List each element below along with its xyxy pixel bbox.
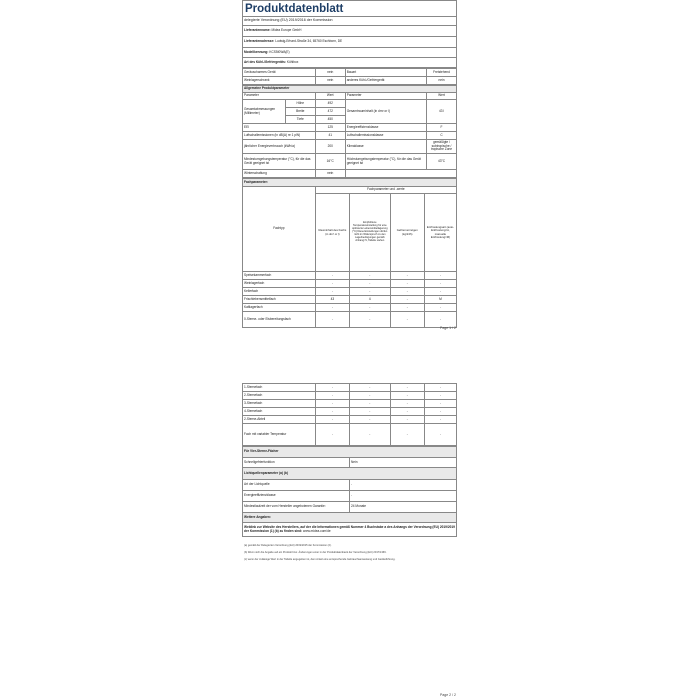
head-param-2: Parameter (345, 93, 426, 100)
fach-params-table-cont (242, 383, 457, 446)
fach-freeze: - (390, 384, 424, 392)
fach-vol: - (315, 304, 349, 312)
fach-title: Fachparameter: (243, 179, 457, 187)
fach-name: Kellerfach (243, 288, 316, 296)
climate-label: Klimaklasse (345, 140, 426, 154)
fach-defrost: - (424, 392, 456, 400)
fach-defrost: - (424, 416, 456, 424)
depth-value: 450 (315, 116, 345, 124)
fach-vol: 43 (315, 296, 349, 304)
fach-defrost: - (424, 408, 456, 416)
volume-value: 43 l (427, 100, 457, 124)
fach-freeze: - (390, 312, 424, 328)
fach-defrost-head: Entfrostungsart (auto-Entfrostung=A, manuelle Entfrostung=M) (424, 194, 456, 272)
fach-temp: - (349, 312, 390, 328)
fach-defrost: - (424, 400, 456, 408)
fach-vol: - (315, 280, 349, 288)
table-row (243, 288, 457, 296)
mintemp-value: 16°C (315, 154, 345, 170)
fach-temp: - (349, 272, 390, 280)
maxtemp-value: 43°C (427, 154, 457, 170)
fach-name: Kaltlagerfach (243, 304, 316, 312)
light-type-label: Art der Lichtquelle (243, 480, 350, 491)
eclass-label: Energieeffizienzklasse (345, 124, 426, 132)
fach-vol: - (315, 384, 349, 392)
fach-temp-head: Empfohlene Temperatureinstellung für eine optimierte Lebensmittellagerung (°C) Diese Einstellungen dürfen nicht im Widerspruch zu den Lagerbedingungen gemäß Anhang IV, Tabelle stehen (349, 194, 390, 272)
wine-value: nein (315, 77, 345, 85)
eclass-value: F (427, 124, 457, 132)
table-row (243, 312, 457, 328)
footnote-c: (c) wenn der zulässige Wert in der Tabelle angegeben ist, dem Anteil eine entsprechende Gebrauchsanweisung und Geräteführung. (244, 558, 396, 561)
fach-name: 1-Sternefach (243, 384, 316, 392)
light-eclass-label: Energieeffizienzklasse (243, 491, 350, 502)
fach-defrost: - (424, 312, 456, 328)
page-number-2: Page 2 / 2 (440, 693, 456, 697)
table-row (243, 280, 457, 288)
fach-freeze: - (390, 424, 424, 446)
fach-name: 2-Sterne-Abteil (243, 416, 316, 424)
general-params-table (242, 85, 457, 178)
further-info (243, 523, 457, 537)
fach-temp: 4 (349, 296, 390, 304)
fach-defrost: - (424, 280, 456, 288)
page-number-1: Page 1 / 2 (440, 326, 456, 330)
fach-temp: - (349, 392, 390, 400)
table-row (243, 304, 457, 312)
address-value: Ludwig-Erhard-Straße 34, 65760 Eschborn, DE (275, 39, 343, 44)
manufacturer-link[interactable]: www.midea.com/de (302, 528, 331, 533)
type-label: Art des Kühl-/Gefriergeräts: (244, 59, 286, 64)
other-value: nein (427, 77, 457, 85)
datasheet-header-table (242, 0, 457, 68)
table-row (243, 384, 457, 392)
further-title: Weitere Angaben: (243, 513, 457, 523)
light-type-value: - (350, 480, 457, 491)
fach-vol-head: Rauminhalt des Fachs (in dm³ or l) (315, 194, 349, 272)
eei-value: 125 (315, 124, 345, 132)
design-value: Freistehend (427, 69, 457, 77)
extra-params-table (242, 446, 457, 537)
fach-defrost: M (424, 296, 456, 304)
fach-freeze: - (390, 416, 424, 424)
volume-label: Gesamtrauminhalt (in dm³ or l) (345, 100, 426, 124)
quiet-value: nein (315, 69, 345, 77)
fach-vol: - (315, 400, 349, 408)
table-row (243, 408, 457, 416)
fach-temp: - (349, 400, 390, 408)
energy-value: 200 (315, 140, 345, 154)
noise-label: Luftschallemissionen (in dB(A) re 1 pW) (243, 132, 316, 140)
fach-temp: - (349, 384, 390, 392)
datasheet-page-1 (242, 0, 457, 328)
head-value-1: Wert (315, 93, 345, 100)
address-row (243, 37, 457, 48)
fach-defrost: - (424, 384, 456, 392)
fach-type-head: Fachtyp (243, 187, 316, 272)
height-value: 492 (315, 100, 345, 108)
winter-value: nein (315, 170, 345, 178)
fach-freeze: - (390, 280, 424, 288)
table-row (243, 392, 457, 400)
address-label: Lieferantenadresse: (244, 39, 275, 44)
table-row (243, 296, 457, 304)
fach-vol: - (315, 408, 349, 416)
fach-vol: - (315, 312, 349, 328)
fach-temp: - (349, 416, 390, 424)
fach-temp: - (349, 304, 390, 312)
model-label: Modellkennung: (244, 49, 269, 54)
fach-defrost: - (424, 304, 456, 312)
dims-label: Gesamtabmessungen (Millimeter) (243, 100, 286, 124)
fach-name: 0-Sterne- oder Eisbereitungsfach (243, 312, 316, 328)
fach-freeze: - (390, 296, 424, 304)
fach-temp: - (349, 288, 390, 296)
model-row (243, 48, 457, 58)
eei-label: EEI (243, 124, 316, 132)
fach-vol: - (315, 416, 349, 424)
fach-group-head: Fachparameter und -werte (315, 187, 456, 194)
device-type-table (242, 68, 457, 85)
fach-name: 4-Sternefach (243, 408, 316, 416)
fach-freeze: - (390, 408, 424, 416)
fach-name: Speisekammerfach (243, 272, 316, 280)
fach-vol: - (315, 288, 349, 296)
fach-name: 3-Sternefach (243, 400, 316, 408)
type-row (243, 58, 457, 68)
supplier-value: Midea Europe GmbH (271, 28, 302, 33)
design-label: Bauart (345, 69, 426, 77)
fach-name: 2-Sternefach (243, 392, 316, 400)
other-label: anderes Kühl-/Gefriergerät (345, 77, 426, 85)
climate-value: gemäßigte / subtropische / tropische Zone (427, 140, 457, 154)
fach-freeze: - (390, 400, 424, 408)
nclass-label: Luftschallemissionsklasse (345, 132, 426, 140)
page-title: Produktdatenblatt (243, 1, 457, 17)
energy-label: jährlicher Energieverbrauch (kWh/a) (243, 140, 316, 154)
fach-name: Frischlebensmittelfach (243, 296, 316, 304)
type-value: Kühlbox (286, 59, 299, 64)
general-title: Allgemeine Produktparameter (243, 86, 457, 93)
model-value: KCS5I0WA(E) (269, 49, 290, 54)
fach-vol: - (315, 392, 349, 400)
table-row (243, 272, 457, 280)
table-row (243, 400, 457, 408)
warranty-value: 24 Monate (350, 502, 457, 513)
fach-params-table (242, 178, 457, 328)
nclass-value: C (427, 132, 457, 140)
supplier-row (243, 26, 457, 37)
empty-cell (345, 170, 456, 178)
footnote-b: (b) Wenn sich die Angabe auf ein Produkt bzw. Änderungen einer in der Produktdatenbank der Verordnung (EU) 2017/1369. (244, 551, 387, 554)
fach-temp: - (349, 408, 390, 416)
noise-value: 41 (315, 132, 345, 140)
table-row (243, 424, 457, 446)
fach-name: Weinlagerfach (243, 280, 316, 288)
maxtemp-label: Höchstumgebungstemperatur (°C), für die das Gerät geeignet ist (345, 154, 426, 170)
width-value: 472 (315, 108, 345, 116)
fach-temp: - (349, 424, 390, 446)
further-text: Weblink zur Website des Herstellers, auf der die Informationen gemäß Nummer 4 Buchstabe a des Anhangs der Verordnung (EU) 2019/2019 der Kommission (1) (b) zu finden sind: (244, 524, 455, 533)
supplier-label: Lieferantenname: (244, 28, 271, 33)
quickfreeze-value: Nein (350, 458, 457, 468)
fach-defrost: - (424, 424, 456, 446)
regulation-note: delegierte Verordnung (EU) 2019/2016 der Kommission (243, 17, 457, 26)
four-star-title: Für Vier-Sterne-Fächer (243, 447, 457, 458)
fach-vol: - (315, 424, 349, 446)
fach-freeze: - (390, 392, 424, 400)
fach-freeze: - (390, 272, 424, 280)
fach-freeze: - (390, 304, 424, 312)
quickfreeze-label: Schnellgefrierfunktion (243, 458, 350, 468)
warranty-label: Mindestlaufzeit der vom Hersteller angebotenen Garantie: (243, 502, 350, 513)
fach-defrost: - (424, 288, 456, 296)
light-eclass-value: - (350, 491, 457, 502)
depth-label: Tiefe (285, 116, 315, 124)
head-param-1: Parameter (243, 93, 316, 100)
table-row (243, 416, 457, 424)
quiet-label: Geräuscharmes Gerät (243, 69, 316, 77)
winter-label: Winterschaltung (243, 170, 316, 178)
fach-freeze: - (390, 288, 424, 296)
width-label: Breite (285, 108, 315, 116)
head-value-2: Wert (427, 93, 457, 100)
datasheet-page-2 (242, 383, 457, 537)
fach-vol: - (315, 272, 349, 280)
fach-freeze-head: Gefriervermögen (kg/24h) (390, 194, 424, 272)
footnote-a: (a) gemäß der Delegierten Verordnung (EU) 2019/2015 der Kommission (2). (244, 544, 332, 547)
light-title: Lichtquellenparameter (a) (b) (243, 468, 457, 480)
wine-label: Weinlagerschrank (243, 77, 316, 85)
fach-temp: - (349, 280, 390, 288)
mintemp-label: Mindestumgebungstemperatur (°C), für die das Gerät geeignet ist (243, 154, 316, 170)
fach-defrost: - (424, 272, 456, 280)
fach-name: Fach mit variabler Temperatur (243, 424, 316, 446)
height-label: Höhe (285, 100, 315, 108)
